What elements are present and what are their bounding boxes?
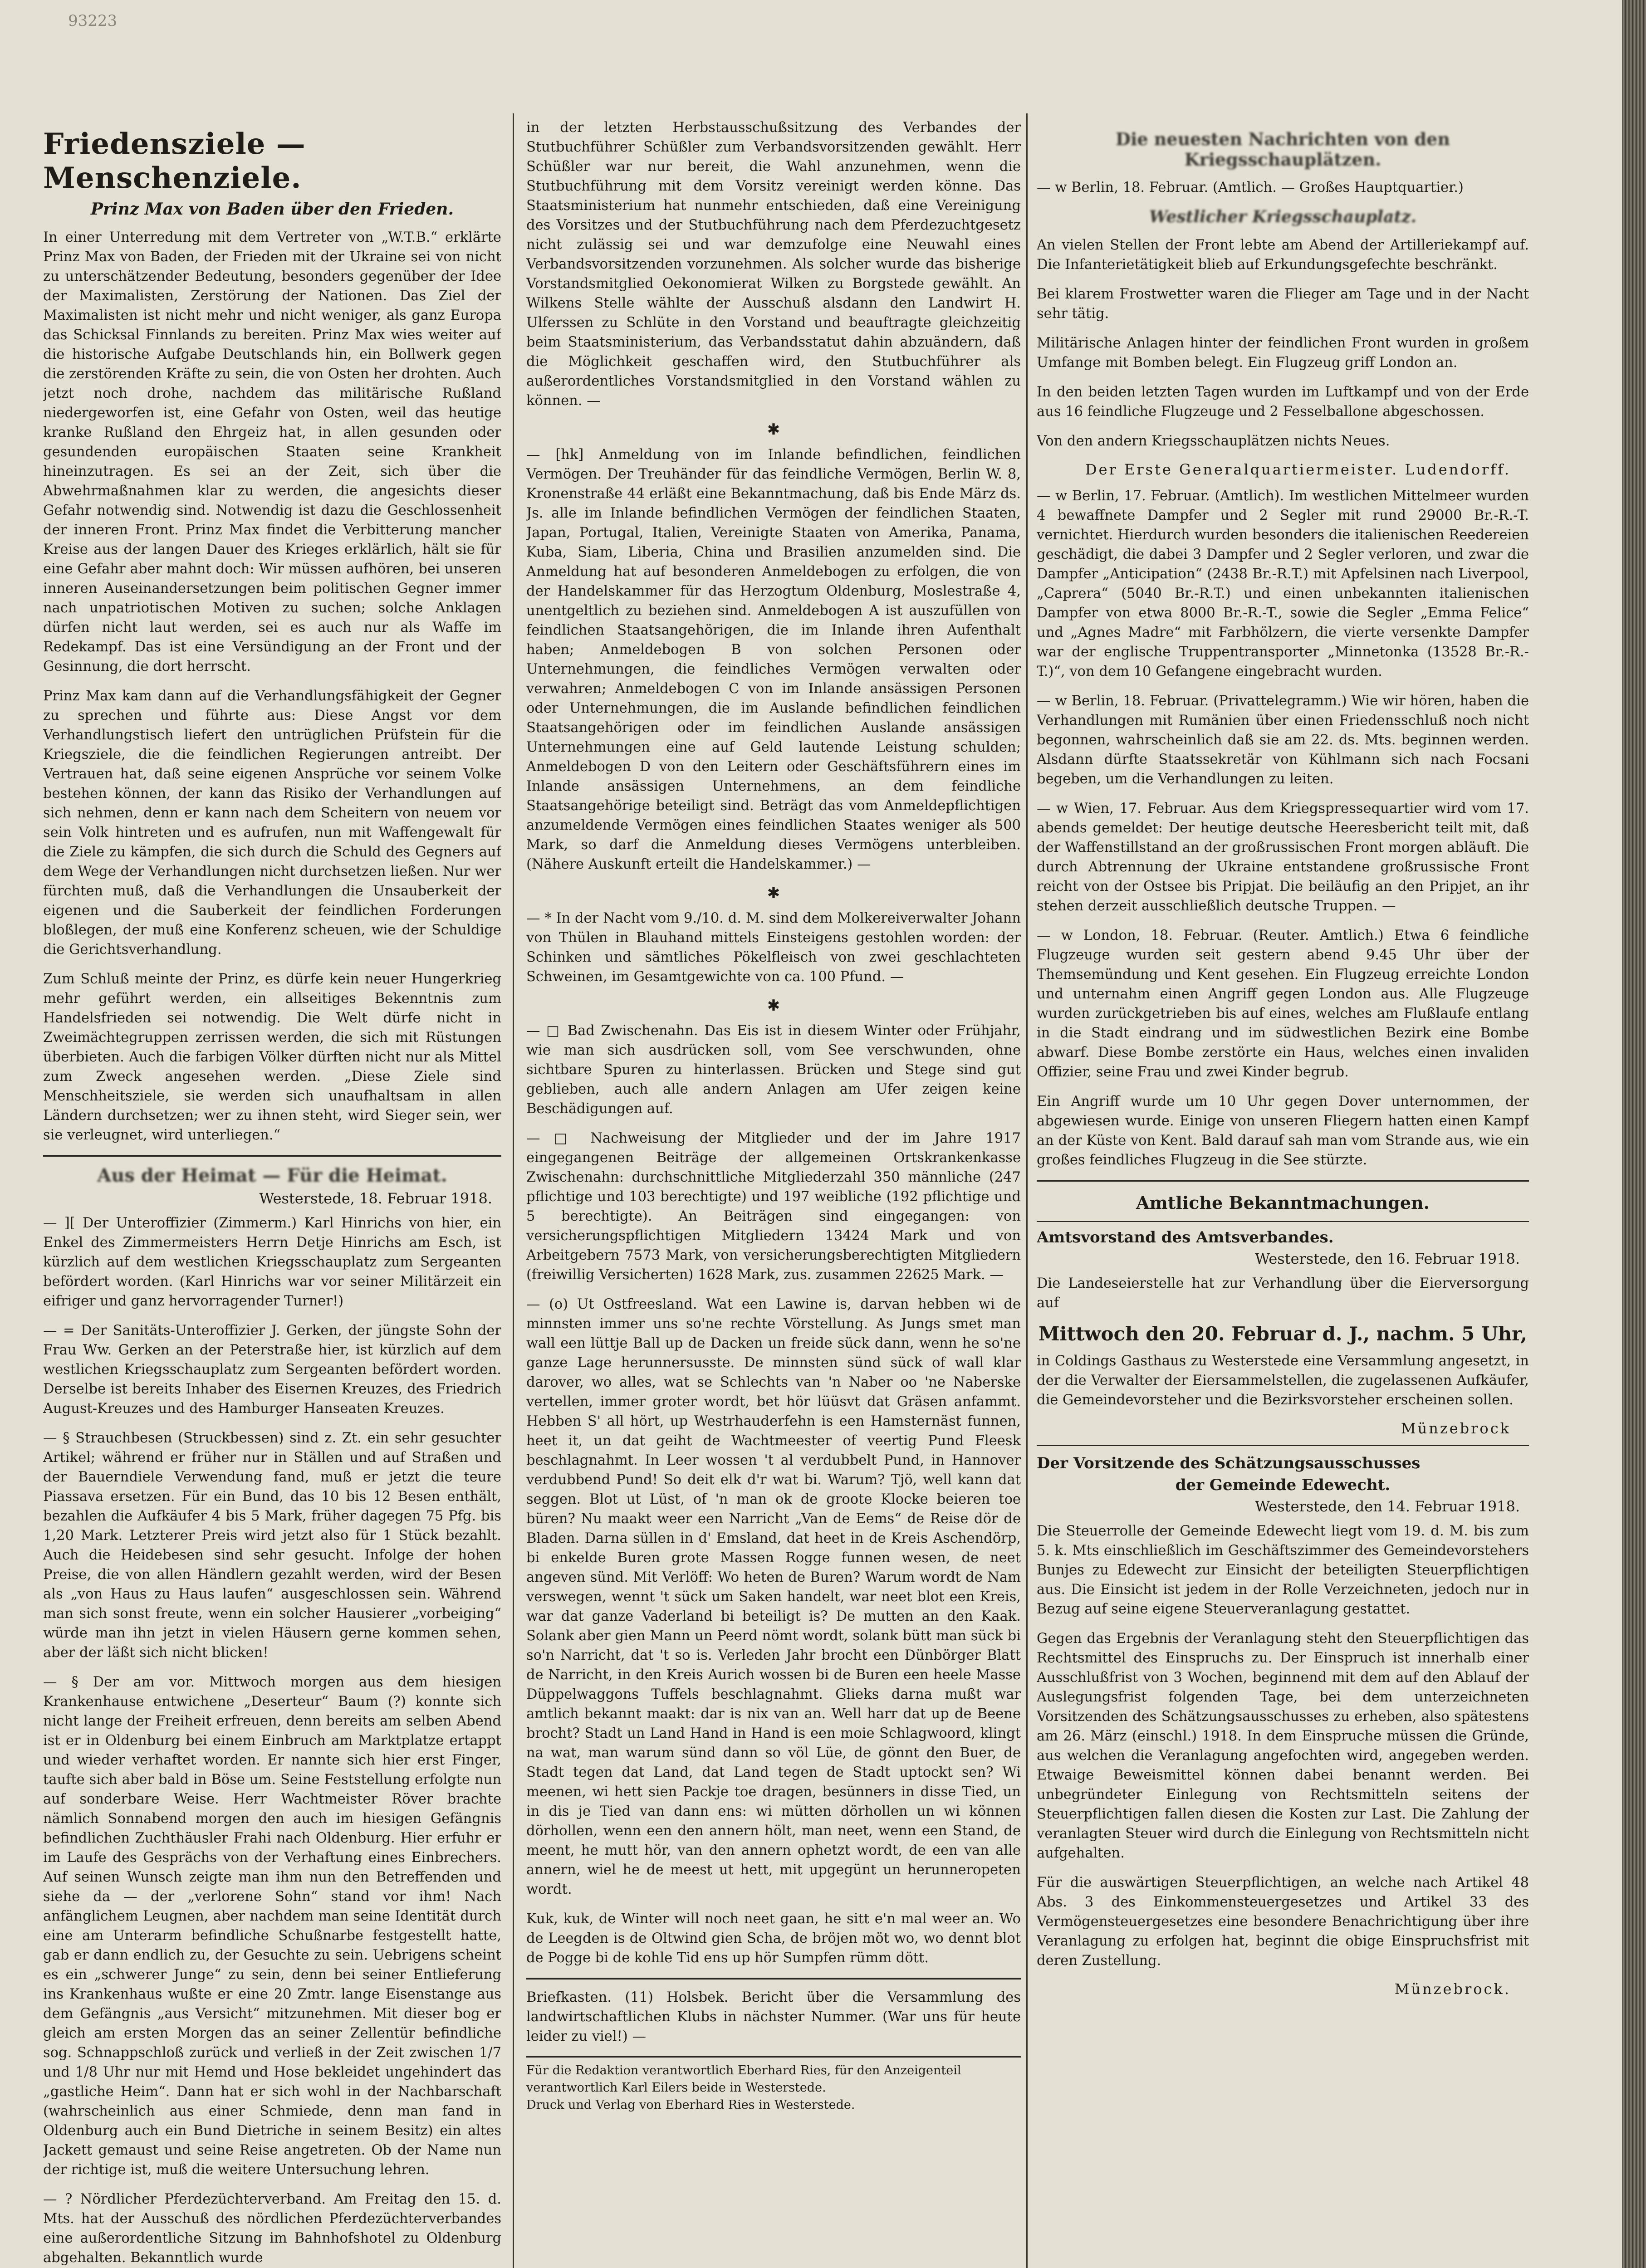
article-subtitle: Prinz Max von Baden über den Frieden. [91, 200, 454, 219]
news-item: — □ Bad Zwischenahn. Das Eis ist in diesem Winter oder Frühjahr, wie man sich ausdrücken soll, vom See verschwunden, ohne sichtbare Spuren zu hinterlassen. Brücken und Stege sind gut geblieben, auch alle andern Anlagen am Ufer zeigen keine Beschädigungen auf. [526, 1023, 1021, 1117]
notice-date: Westerstede, den 16. Februar 1918. [1255, 1250, 1520, 1267]
section-divider [1037, 1445, 1529, 1446]
notice-heading: Der Vorsitzende des Schätzungsausschusses [1037, 1454, 1421, 1472]
section-title-local-news: Aus der Heimat — Für die Heimat. [97, 1165, 447, 1186]
dispatch-subheading: Westlicher Kriegsschauplatz. [1149, 207, 1417, 226]
section-divider [43, 1155, 501, 1157]
imprint-editor: Für die Redaktion verantwortlich Eberhard Ries, für den Anzeigenteil verantwortlich Karl Eilers beide in Westerstede. [526, 2063, 961, 2095]
notice-heading: Amtsvorstand des Amtsverbandes. [1037, 1228, 1334, 1246]
news-item: — § Der am vor. Mittwoch morgen aus dem hiesigen Krankenhause entwichene „Deserteur“ Baum (?) konnte sich nicht lange der Freiheit erfreuen, denn bereits am selben Abend ist er in Oldenburg bei einem Einbruch am Marktplatze ertappt und wieder verhaftet worden. Er nannte sich hier erst Finger, taufte sich aber bald in Böse um. Seine Feststellung erfolgte nun auf sonderbare Weise. Herr Wachtmeister Röver brachte nämlich Sonnabend morgen den auch im hiesigen Gefängnis befindlichen Zuchthäusler Frahi nach Oldenburg. Hier erfuhr er im Laufe des Gesprächs von der Verhaftung eines Einbrechers. Auf seinen Wunsch zeigte man ihm nun den Betreffenden und siehe da — der „verlorene Sohn“ stand vor ihm! Nach anfänglichem Leugnen, aber nachdem man seine Identität durch eine am Unterarm befindliche Schußnarbe festgestellt hatte, gab er dann endlich zu, der Gesuchte zu sein. Uebrigens scheint es ein „schwerer Junge“ zu sein, denn bei seiner Entlieferung ins Krankenhaus wußte er eine 20 Zmtr. lange Eisenstange aus dem Gefängnis „aus Versicht“ mitzunehmen. Mit dieser bog er gleich am ersten Morgen das an seiner Zellentür befindliche sog. Schnappschloß zurück und verließ in der Zeit zwischen 1/7 und 1/8 Uhr nur mit Hemd und Hose bekleidet ungehindert das „gastliche Heim“. Dann hat er sich wohl in der Nachbarschaft (wahrscheinlich aus einer Schmiede, denn man fand in Oldenburg auch ein Bund Dietriche in seinem Besitz) ein altes Jackett gemaust und seine Reise angetreten. Ob der Name nun der richtige ist, muß die weitere Untersuchung lehren. [43, 1674, 501, 2178]
notice-paragraph: in Coldings Gasthaus zu Westerstede eine Versammlung angesetzt, in der die Verwalter der Eiersammelstellen, die zugelassenen Aufkäufer, die Gemeindevorsteher und die Bezirksvorsteher erscheinen sollen. [1037, 1353, 1529, 1408]
dispatch-paragraph: Militärische Anlagen hinter der feindlichen Front wurden in großem Umfange mit Bomben belegt. Ein Flugzeug griff London an. [1037, 335, 1529, 371]
official-notices-title: Amtliche Bekanntmachungen. [1136, 1193, 1430, 1213]
notice-paragraph: Die Steuerrolle der Gemeinde Edewecht liegt vom 19. d. M. bis zum 5. k. Mts einschließlich im Geschäftszimmer des Gemeindevorstehers Bunjes zu Edewecht zur Einsicht der beteiligten Steuerpflichtigen aus. Die Einsicht ist jedem in der Rolle Verzeichneten, jedoch nur in Bezug auf seine eigene Steuerveranlagung gestattet. [1037, 1523, 1529, 1617]
news-item: — ][ Der Unteroffizier (Zimmerm.) Karl Hinrichs von hier, ein Enkel des Zimmermeisters Herrn Detje Hinrichs am Esch, ist kürzlich auf dem westlichen Kriegsschauplatz zum Sergeanten befördert worden. (Karl Hinrichs war vor seiner Militärzeit ein eifriger und ganz hervorragender Turner!) [43, 1215, 501, 1309]
column-rule-1 [513, 113, 514, 2268]
separator-star: ✱ [767, 884, 780, 902]
war-news-title: Die neuesten Nachrichten von den Kriegsschauplätzen. [1116, 129, 1450, 170]
notice-signature: Münzebrock [1401, 1420, 1511, 1437]
column-2 [526, 118, 1021, 2114]
notice-paragraph: Für die auswärtigen Steuerpflichtigen, an welche nach Artikel 48 Abs. 3 des Einkommensteuergesetzes und Artikel 33 des Vermögensteuergesetzes eine besondere Benachrichtigung über ihre Veranlagung zu erfolgen hat, beginnt die obige Einspruchsfrist mit deren Zustellung. [1037, 1875, 1529, 1969]
separator-star: ✱ [767, 997, 780, 1015]
dispatch-header: — w Berlin, 18. Februar. (Amtlich. — Großes Hauptquartier.) [1037, 180, 1464, 196]
section-divider [1037, 1221, 1529, 1222]
news-item: — [hk] Anmeldung von im Inlande befindlichen, feindlichen Vermögen. Der Treuhänder für das feindliche Vermögen, Berlin W. 8, Kronenstraße 44 erläßt eine Bekanntmachung, daß bis Ende März ds. Js. alle im Inlande befindlichen Vermögen der feindlichen Staaten, Japan, Portugal, Italien, Vereinigte Staaten von Amerika, Panama, Kuba, Siam, Liberia, China und Brasilien anzumelden sind. Die Anmeldung hat auf besonderen Anmeldebogen zu erfolgen, die von der Handelskammer für das Herzogtum Oldenburg, Moslestraße 4, unentgeltlich zu beziehen sind. Anmeldebogen A ist auszufüllen von feindlichen Staatsangehörigen, die im Inlande ihren Aufenthalt haben; Anmeldebogen B von solchen Personen oder Unternehmungen, die feindliches Vermögen verwalten oder verwahren; Anmeldebogen C von im Inlande ansässigen Personen oder Unternehmungen, die im Auslande befindlichen feindlichen Staatsangehörigen oder im feindlichen Auslande ansässigen Unternehmungen eine auf Geld lautende Leistung schulden; Anmeldebogen D von den Leitern oder Geschäftsführern eines im Inlande ansässigen Unternehmens, an dem feindliche Staatsangehörige beteiligt sind. Beträgt das vom Anmeldepflichtigen anzumeldende Vermögen eines feindlichen Staates weniger als 500 Mark, so darf die Anmeldung dieses Vermögens unterbleiben. (Nähere Auskunft erteilt die Handelskammer.) — [526, 447, 1021, 872]
dispatch: — w Berlin, 17. Februar. (Amtlich). Im westlichen Mittelmeer wurden 4 bewaffnete Dampfer und 2 Segler mit rund 29000 Br.-R.-T. vernichtet. Hierdurch wurden besonders die italienischen Reedereien geschädigt, die dabei 3 Dampfer und 2 Segler verloren, und zwar die Dampfer „Anticipation“ (2438 Br.-R.T.) mit Apfelsinen nach Liverpool, „Caprera“ (5040 Br.-R.T.) und einen unbekannten italienischen Dampfer von etwa 8000 Br.-R.-T., sowie die Segler „Emma Felice“ und „Agnes Madre“ mit Farbhölzern, die vierte versenkte Dampfer war der englische Truppentransporter „Minnetonka (13528 Br.-R.-T.)“, von dem 10 Gefangene eingebracht wurden. [1037, 488, 1529, 679]
news-item: — ? Nördlicher Pferdezüchterverband. Am Freitag den 15. d. Mts. hat der Ausschuß des nördlichen Pferdezüchterverbandes eine außerordentliche Sitzung im Bahnhofshotel zu Oldenburg abgehalten. Bekanntlich wurde [43, 2191, 501, 2266]
article-paragraph: In einer Unterredung mit dem Vertreter von „W.T.B.“ erklärte Prinz Max von Baden, der Frieden mit der Ukraine sei von nicht zu unterschätzender Bedeutung, besonders gegenüber der Idee der Maximalisten, Zerstörung der Nationen. Das Ziel der Maximalisten ist nicht mehr und nicht weniger, als ganz Europa das Schicksal Finnlands zu bereiten. Prinz Max wies weiter auf die historische Aufgabe Deutschlands hin, ein Bollwerk gegen die zerstörenden Kräfte zu sein, die von Osten her drohten. Auch jetzt noch drohe, nachdem das militärische Rußland niedergeworfen ist, eine Gefahr von Osten, weil das heutige kranke Rußland den Ehrgeiz hat, in allen gesunden oder gesundenden europäischen Staaten seine Krankheit hineinzutragen. Es sei an der Zeit, sich über die Abwehrmaßnahmen klar zu werden, die angesichts dieser Gefahr notwendig sind. Notwendig ist dazu die Geschlossenheit der inneren Front. Prinz Max findet die Verbitterung mancher Kreise aus der langen Dauer des Krieges erklärlich, hält sie für eine Gefahr aber mahnt doch: Wir müssen aufhören, bei unseren inneren Auseinandersetzungen beim politischen Gegner immer nach unpatriotischen Motiven zu suchen; solche Anklagen dürfen nicht laut werden, sei es auch nur als Waffe im Redekampf. Das ist eine Versündigung an der Front und der Gesinnung, die dort herrscht. [43, 230, 501, 675]
dispatch: — w Wien, 17. Februar. Aus dem Kriegspressequartier wird vom 17. abends gemeldet: Der heutige deutsche Heeresbericht teilt mit, daß der Waffenstillstand an der großrussischen Front morgen abläuft. Die durch Abtrennung der Ukraine entstandene großrussische Front reicht von der Ostsee bis Pripjat. Die beiläufig an den Pripjet, an ihr stehen derzeit ausschließlich deutsche Truppen. — [1037, 801, 1529, 914]
notice-signature: Münzebrock. [1394, 1980, 1511, 1998]
notice-paragraph: Gegen das Ergebnis der Veranlagung steht den Steuerpflichtigen das Rechtsmittel des Einspruchs zu. Der Einspruch ist innerhalb einer Ausschlußfrist von 3 Wochen, beginnend mit dem auf den Ablauf der Auslegungsfrist folgenden Tage, bei dem unterzeichneten Vorsitzenden des Schätzungsausschusses zu erheben, also spätestens am 26. März (einschl.) 1918. In dem Einspruche müssen die Gründe, aus welchen die Veranlagung angefochten wird, angegeben werden. Etwaige Beweismittel können dabei benannt werden. Bei unbegründeter Einlegung von Rechtsmitteln seitens der Steuerpflichtigen fallen diesen die Kosten zur Last. Die Zahlung der veranlagten Steuer wird durch die Einlegung von Rechtsmitteln nicht aufgehalten. [1037, 1631, 1529, 1861]
article-paragraph: Prinz Max kam dann auf die Verhandlungsfähigkeit der Gegner zu sprechen und führte aus: Diese Angst vor dem Verhandlungstisch liefert den untrüglichen Prüfstein für die Kriegsziele, die die feindlichen Regierungen antreibt. Der Vertrauen hat, daß seine eigenen Ansprüche vor seinem Volke bestehen können, der kann das Risiko der Verhandlungen auf sich nehmen, denn er kann nach dem Scheitern von neuem vor sein Volk hintreten und es aufrufen, nun mit Waffengewalt für die Ziele zu kämpfen, die sich durch die Schuld des Gegners auf dem Wege der Verhandlungen nicht durchsetzen ließen. Nur wer fürchten muß, daß die Verhandlungen die Unsauberkeit der eigenen und die Sauberkeit der feindlichen Forderungen bloßlegen, der muß eine Konferenz scheuen, wie der Schuldige die Gerichtsverhandlung. [43, 688, 501, 958]
book-binding-edge [1622, 0, 1646, 2268]
imprint-publisher: Druck und Verlag von Eberhard Ries in Westerstede. [526, 2098, 855, 2112]
notice-heading: der Gemeinde Edewecht. [1175, 1476, 1391, 1494]
column-3 [1037, 118, 1529, 2006]
column-rule-2 [1026, 113, 1028, 2268]
dispatch: — w Berlin, 18. Februar. (Privattelegramm.) Wie wir hören, haben die Verhandlungen mit Rumänien über einen Friedensschluß noch nicht begonnen, wahrscheinlich daß sie am 22. ds. Mts. beginnen werden. Alsdann dürfte Staatssekretär von Kühlmann sich nach Focsani begeben, um die Verhandlungen zu leiten. [1037, 693, 1529, 787]
dispatch-paragraph: An vielen Stellen der Front lebte am Abend der Artilleriekampf auf. Die Infanterietätigkeit blieb auf Erkundungsgefechte beschränkt. [1037, 237, 1529, 273]
dispatch-paragraph: Bei klarem Frostwetter waren die Flieger am Tage und in der Nacht sehr tätig. [1037, 286, 1529, 322]
dispatch: Ein Angriff wurde um 10 Uhr gegen Dover unternommen, der abgewiesen wurde. Einige von unseren Fliegern hatten einen Kampf an der Küste von Kent. Bald darauf sah man vom Strande aus, wie ein großes feindliches Flugzeug in die See stürzte. [1037, 1094, 1529, 1168]
news-item: — * In der Nacht vom 9./10. d. M. sind dem Molkereiverwalter Johann von Thülen in Blauhand mittels Einsteigens gestohlen worden: der Schinken und sämtliches Pökelfleisch von zwei geschlachteten Schweinen, im Gesamtgewichte von ca. 100 Pfund. — [526, 910, 1021, 985]
page-number: 93223 [68, 12, 118, 30]
news-item: — □ Nachweisung der Mitglieder und der im Jahre 1917 eingegangenen Beiträge der allgemeinen Ortskrankenkasse Zwischenahn: durchschnittliche Mitgliederzahl 350 männliche (247 pflichtige und 103 berechtigte) und 197 weibliche (192 pflichtige und 5 berechtigte). An Beiträgen sind eingegangen: von versicherungspflichtigen Mitgliedern 13424 Mark und von Arbeitgebern 7573 Mark, von versicherungsberechtigten Mitgliedern (freiwillig Versicherten) 1628 Mark, zus. zusammen 22625 Mark. — [526, 1130, 1021, 1283]
column-1 [43, 118, 501, 2268]
news-item: — (o) Ut Ostfreesland. Wat een Lawine is, darvan hebben wi de minnsten immer uns so'ne rechte Vörstellung. As Jungs smet man wall een lüttje Ball up de Dacken un freide sück dann, wenn he so'ne ganze Lage herunnersusste. De minnsten sünd sück of wall klar darover, wo alles, wat se Schlechts van 'n Naber oo 'ne Naberske vertellen, immer groter wordt, bet hör lüüsvt dat Gräsen anfammt. Hebben S' all hört, up Westrhauderfehn is een Hamsternäst funnen, heet it, un dat geiht de Wachtmeester of veertig Pund Fleesk beschlagnahmt. In Leer wossen 't al verdubbelt Pund, in Hannover verdubbend Pund! So deit elk d'r wat bi. Warum? Tjö, well kann dat seggen. Blot ut Lüst, of 'n man ok de groote Klocke beieren toe büren? Nu maakt weer een Narricht „Van de Eems“ de Reise dör de Bladen. Darna süllen in d' Emsland, dat heet in de Kreis Aschendörp, bi enkelde Buren grote Massen Rogge funnen wesen, de neet angeven sünd. Mit Verlöff: Wo heten de Buren? Warum wordt de Nam verswegen, wennt 't sück um Saken handelt, war neet blot een Kreis, war dat ganze Vaderland bi beteiligt is? De mutten an den Kaak. Solank aber gien Mann un Peerd nömt wordt, solank bütt man sück bi so'n Narricht, dat 't so is. Verleden Jahr brocht een Dünbörger Blatt de Narricht, in den Kreis Aurich wossen bi de Buren een heele Masse Düppelwaggons Tuffels beschlagnahmt. Glieks darna mußt war amtlich bekannt maakt: dar is nix van an. Well harr dat up de Beene brocht? Stadt un Land Hand in Hand is een moie Schlagwoord, klingt na wat, man warum sünd dann so völ Lüe, de gönnt den Buer, de Stadt tegen dat Land, dat Land tegen de Stadt uptockt sen? Wi meenen, wi hett sien Packje toe dragen, besünners in disse Tied, un in dis je Tied van dann ens: wi mütten dörhollen un wi können dörhollen, wenn een den annern hölt, man neet, wenn een Stand, de meent, he mutt hör, van den annern ophetzt wordt, de een van alle annern, wiel he de meest ut hett, mit upgegünt un herunneropeten wordt. [526, 1296, 1021, 1897]
imprint [526, 2056, 1021, 2114]
article-paragraph: Zum Schluß meinte der Prinz, es dürfe kein neuer Hungerkrieg mehr geführt werden, ein allseitiges Bekenntnis zum Handelsfrieden sei notwendig. Die Welt dürfe nicht in Zweimächtegruppen zerrissen werden, die sich mit Rüstungen überbieten. Auch die farbigen Völker dürften nicht nur als Mittel zum Zweck angesehen werden. „Diese Ziele sind Menschheitsziele, sie werden sich unaufhaltsam in allen Ländern durchsetzen; wer zu ihnen steht, wird Sieger sein, wer sie verleugnet, wird unterliegen.“ [43, 971, 501, 1143]
notice-date-highlight: Mittwoch den 20. Februar d. J., nachm. 5 Uhr, [1039, 1323, 1527, 1345]
dispatch: — w London, 18. Februar. (Reuter. Amtlich.) Etwa 6 feindliche Flugzeuge wurden seit gestern abend 9.45 Uhr über der Themsemündung und Kent gesehen. Ein Flugzeug erreichte London und unternahm einen Angriff gegen London aus. Alle Flugzeuge wurden zurückgetrieben bis auf eines, welches am Flußlaufe entlang in die Stadt eindrang und im südwestlichen Bezirk eine Bombe abwarf. Diese Bombe zerstörte ein Haus, welches einen invaliden Offizier, seine Frau und zwei Kinder begrub. [1037, 928, 1529, 1080]
letterbox: Briefkasten. (11) Holsbek. Bericht über die Versammlung des landwirtschaftlichen Klubs in nächster Nummer. (War uns für heute leider zu viel!) — [526, 1989, 1021, 2044]
notice-date: Westerstede, den 14. Februar 1918. [1255, 1498, 1520, 1515]
section-divider [526, 1978, 1021, 1980]
dateline: Westerstede, 18. Februar 1918. [259, 1190, 492, 1207]
news-item: — = Der Sanitäts-Unteroffizier J. Gerken, der jüngste Sohn der Frau Ww. Gerken an der Peterstraße hier, ist kürzlich auf dem westlichen Kriegsschauplatz zum Sergeanten befördert worden. Derselbe ist bereits Inhaber des Eisernen Kreuzes, des Friedrich August-Kreuzes und des Hamburger Hanseaten Kreuzes. [43, 1323, 501, 1417]
section-divider [1037, 1180, 1529, 1182]
notice-paragraph: Die Landeseierstelle hat zur Verhandlung über die Eierversorgung auf [1037, 1276, 1529, 1311]
news-item: in der letzten Herbstausschußsitzung des Verbandes der Stutbuchführer Schüßler zum Verbandsvorsitzenden gewählt. Herr Schüßler war nur bereit, die Wahl anzunehmen, wenn die Stutbuchführung mit dem Vorsitz vereinigt werden könne. Das Staatsministerium hat nunmehr entschieden, daß eine Vereinigung des Vorsitzes und der Stutbuchführung nach dem Pferdezuchtgesetz nicht zulässig sei und war demzufolge eine Neuwahl eines Verbandsvorsitzenden vorzunehmen. Als solcher wurde das bisherige Vorstandsmitglied Oekonomierat Wilken zu Borgstede gewählt. An Wilkens Stelle wählte der Ausschuß alsdann den Landwirt H. Ulferssen zu Schlüte in den Vorstand und beauftragte gleichzeitig beim Staatsministerium, das Verbandsstatut dahin abzuändern, daß die Möglichkeit geschaffen wird, den Stutbuchführer als außerordentliches Vorstandsmitglied in den Vorstand wählen zu können. — [526, 120, 1021, 409]
dispatch-signature: Der Erste Generalquartiermeister. Ludendorff. [1085, 461, 1511, 478]
news-item: Kuk, kuk, de Winter will noch neet gaan, he sitt e'n mal weer an. Wo de Leegden is de Oltwind gien Scha, de bröjen möt wo, wo dennt blot de Pogge bi de kohle Tid ens up hör Sumpfen rümm dött. [526, 1911, 1021, 1966]
separator-star: ✱ [767, 420, 780, 439]
news-item: — § Strauchbesen (Struckbessen) sind z. Zt. ein sehr gesuchter Artikel; während er früher nur in Ställen und auf Straßen und der Bauerndiele Verwendung fand, muß er jetzt die teure Piassava ersetzen. Für ein Bund, das 10 bis 12 Besen enthält, bezahlen die Aufkäufer 4 bis 5 Mark, früher dagegen 75 Pfg. bis 1,20 Mark. Letzterer Preis wird jetzt also für 1 Stück bezahlt. Auch die Heidebesen sind sehr gesucht. Infolge der hohen Preise, die von allen Händlern gezahlt werden, wird der Besen als „von Haus zu Haus laufen“ ausgeschlossen sein. Während man sich sonst freute, wenn ein solcher Hausierer „vorbeiging“ würde man ihn jetzt in vielen Häusern gerne kommen sehen, aber der läßt sich nicht blicken! [43, 1430, 501, 1661]
article-title: Friedensziele — Menschenziele. [43, 127, 306, 195]
dispatch-paragraph: Von den andern Kriegsschauplätzen nichts Neues. [1037, 433, 1390, 449]
dispatch-paragraph: In den beiden letzten Tagen wurden im Luftkampf und von der Erde aus 16 feindliche Flugzeuge und 2 Fesselballone abgeschossen. [1037, 384, 1529, 420]
